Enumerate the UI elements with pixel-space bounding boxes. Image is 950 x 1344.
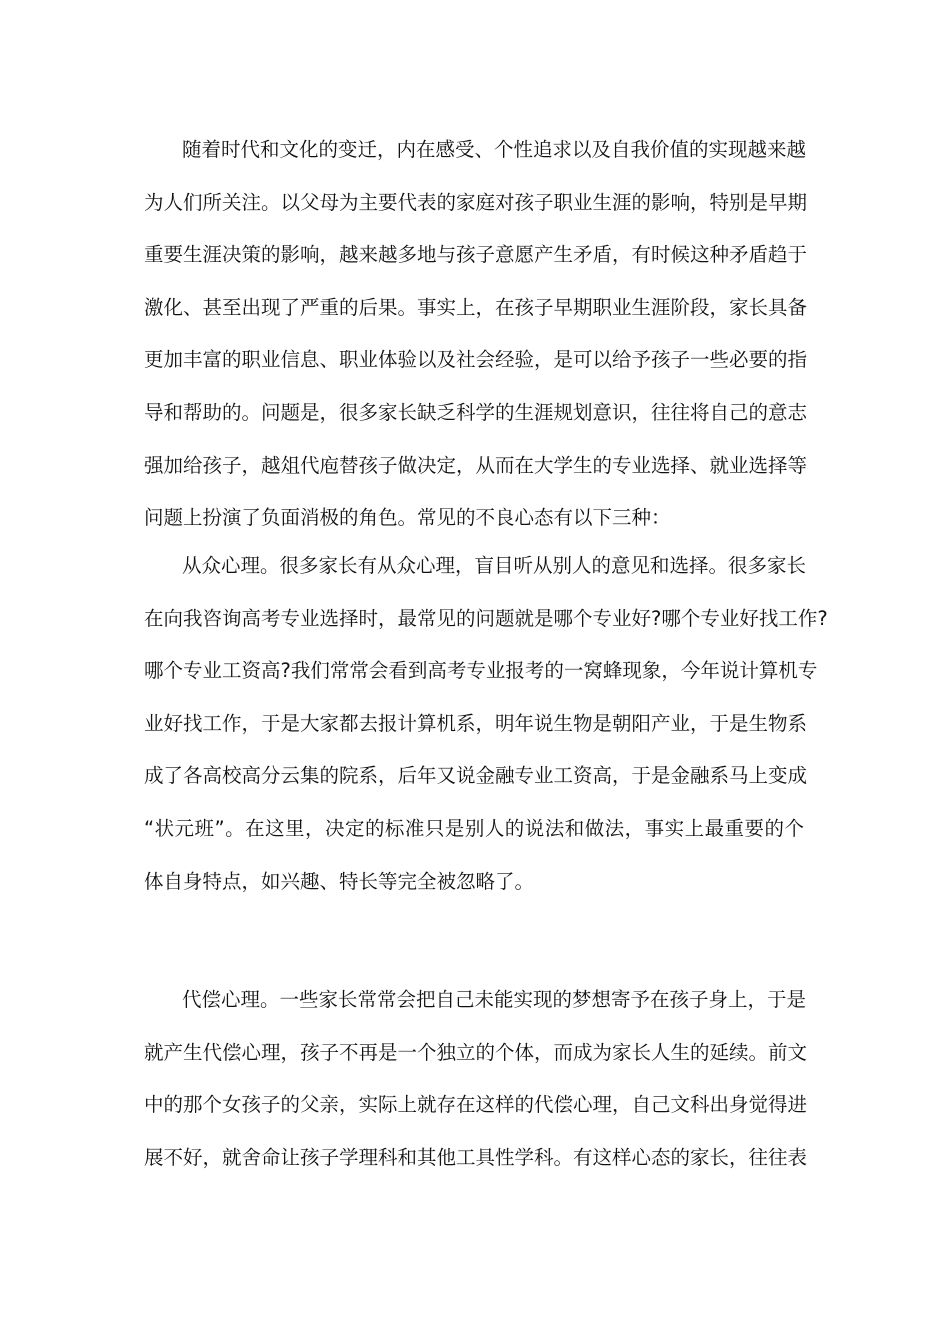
text-line: 成了各高校高分云集的院系，后年又说金融专业工资高，于是金融系马上变成	[144, 764, 808, 788]
text-line: 在向我咨询高考专业选择时，最常见的问题就是哪个专业好?哪个专业好找工作?	[144, 606, 828, 630]
text-line: 体自身特点，如兴趣、特长等完全被忽略了。	[144, 869, 535, 893]
text-line: 更加丰富的职业信息、职业体验以及社会经验，是可以给予孩子一些必要的指	[144, 348, 808, 372]
text-line: 中的那个女孩子的父亲，实际上就存在这样的代偿心理，自己文科出身觉得进	[144, 1093, 808, 1117]
text-line: 从众心理。很多家长有从众心理，盲目听从别人的意见和选择。很多家长	[182, 554, 807, 577]
text-line: 问题上扮演了负面消极的角色。常见的不良心态有以下三种：	[144, 506, 671, 530]
text-line: 导和帮助的。问题是，很多家长缺乏科学的生涯规划意识，往往将自己的意志	[144, 400, 808, 424]
text-line: 业好找工作，于是大家都去报计算机系，明年说生物是朝阳产业，于是生物系	[144, 711, 808, 735]
text-line: 随着时代和文化的变迁，内在感受、个性追求以及自我价值的实现越来越	[182, 138, 807, 161]
text-line: 就产生代偿心理，孩子不再是一个独立的个体，而成为家长人生的延续。前文	[144, 1040, 808, 1064]
text-line: 激化、甚至出现了严重的后果。事实上，在孩子早期职业生涯阶段，家长具备	[144, 295, 808, 319]
text-line: 哪个专业工资高?我们常常会看到高考专业报考的一窝蜂现象，今年说计算机专	[144, 659, 818, 683]
text-line: 展不好，就舍命让孩子学理科和其他工具性学科。有这样心态的家长，往往表	[144, 1145, 808, 1169]
text-line: 强加给孩子，越俎代庖替孩子做决定，从而在大学生的专业选择、就业选择等	[144, 453, 808, 477]
text-line: 代偿心理。一些家长常常会把自己未能实现的梦想寄予在孩子身上，于是	[182, 988, 807, 1011]
paragraph-intro	[144, 124, 808, 545]
paragraph-compensation	[144, 974, 808, 1184]
text-line: 为人们所关注。以父母为主要代表的家庭对孩子职业生涯的影响，特别是早期	[144, 190, 808, 214]
paragraph-conformity	[144, 540, 828, 908]
text-line: 重要生涯决策的影响，越来越多地与孩子意愿产生矛盾，有时候这种矛盾趋于	[144, 243, 808, 267]
text-line: “状元班”。在这里，决定的标准只是别人的说法和做法，事实上最重要的个	[144, 816, 804, 840]
